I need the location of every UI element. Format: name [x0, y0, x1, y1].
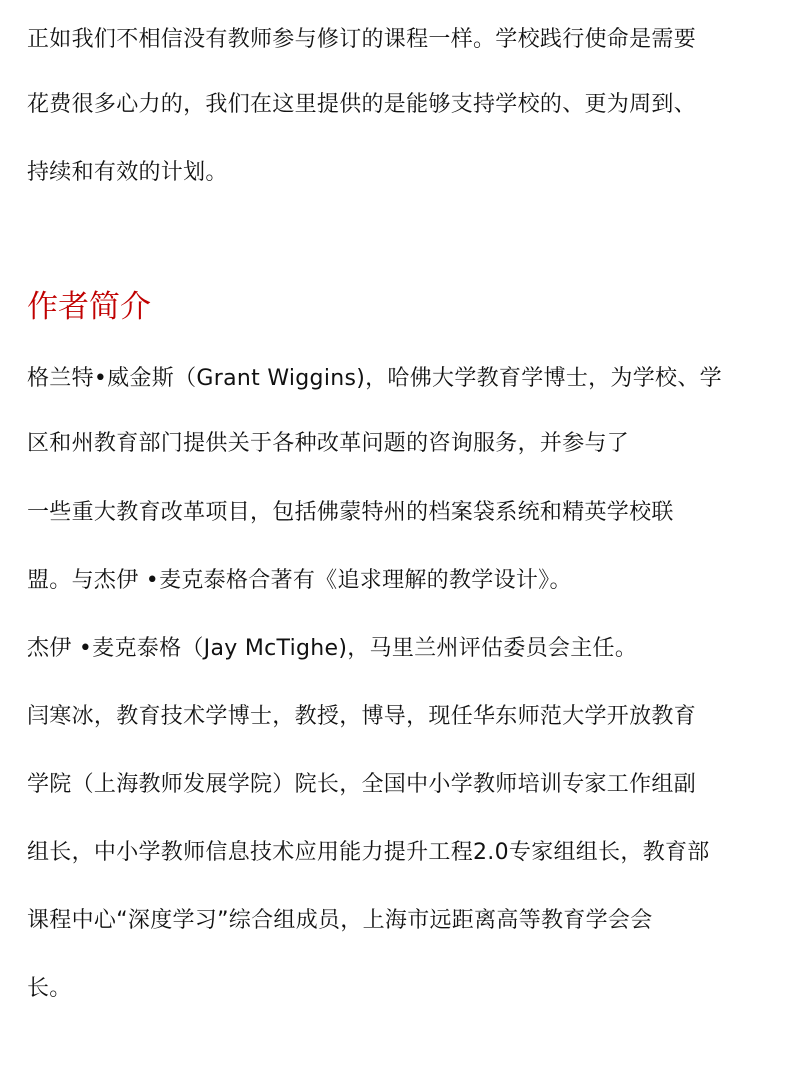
author-line-6: 闫寒冰，教育技术学博士，教授，博导，现任华东师范大学开放教育 [27, 704, 697, 729]
author-line-2: 区和州教育部门提供关于各种改革问题的咨询服务，并参与了 [27, 431, 630, 456]
author-line-4: 盟。与杰伊 •麦克泰格合著有《追求理解的教学设计》。 [27, 568, 572, 593]
section-heading: 作者简介 [27, 289, 151, 325]
intro-line-2: 花费很多心力的，我们在这里提供的是能够支持学校的、更为周到、 [27, 92, 697, 117]
author-line-7: 学院（上海教师发展学院）院长，全国中小学教师培训专家工作组副 [27, 772, 697, 797]
intro-line-3: 持续和有效的计划。 [27, 160, 228, 185]
author-line-8: 组长，中小学教师信息技术应用能力提升工程2.0专家组组长，教育部 [27, 840, 710, 865]
author-line-9: 课程中心“深度学习”综合组成员，上海市远距离高等教育学会会 [27, 908, 653, 933]
author-line-10: 长。 [27, 976, 72, 1001]
author-line-3: 一些重大教育改革项目，包括佛蒙特州的档案袋系统和精英学校联 [27, 500, 674, 525]
author-line-1: 格兰特•威金斯（Grant Wiggins)，哈佛大学教育学博士，为学校、学 [27, 366, 722, 391]
intro-line-1: 正如我们不相信没有教师参与修订的课程一样。学校践行使命是需要 [27, 27, 697, 52]
author-line-5: 杰伊 •麦克泰格（Jay McTighe)，马里兰州评估委员会主任。 [27, 636, 638, 661]
